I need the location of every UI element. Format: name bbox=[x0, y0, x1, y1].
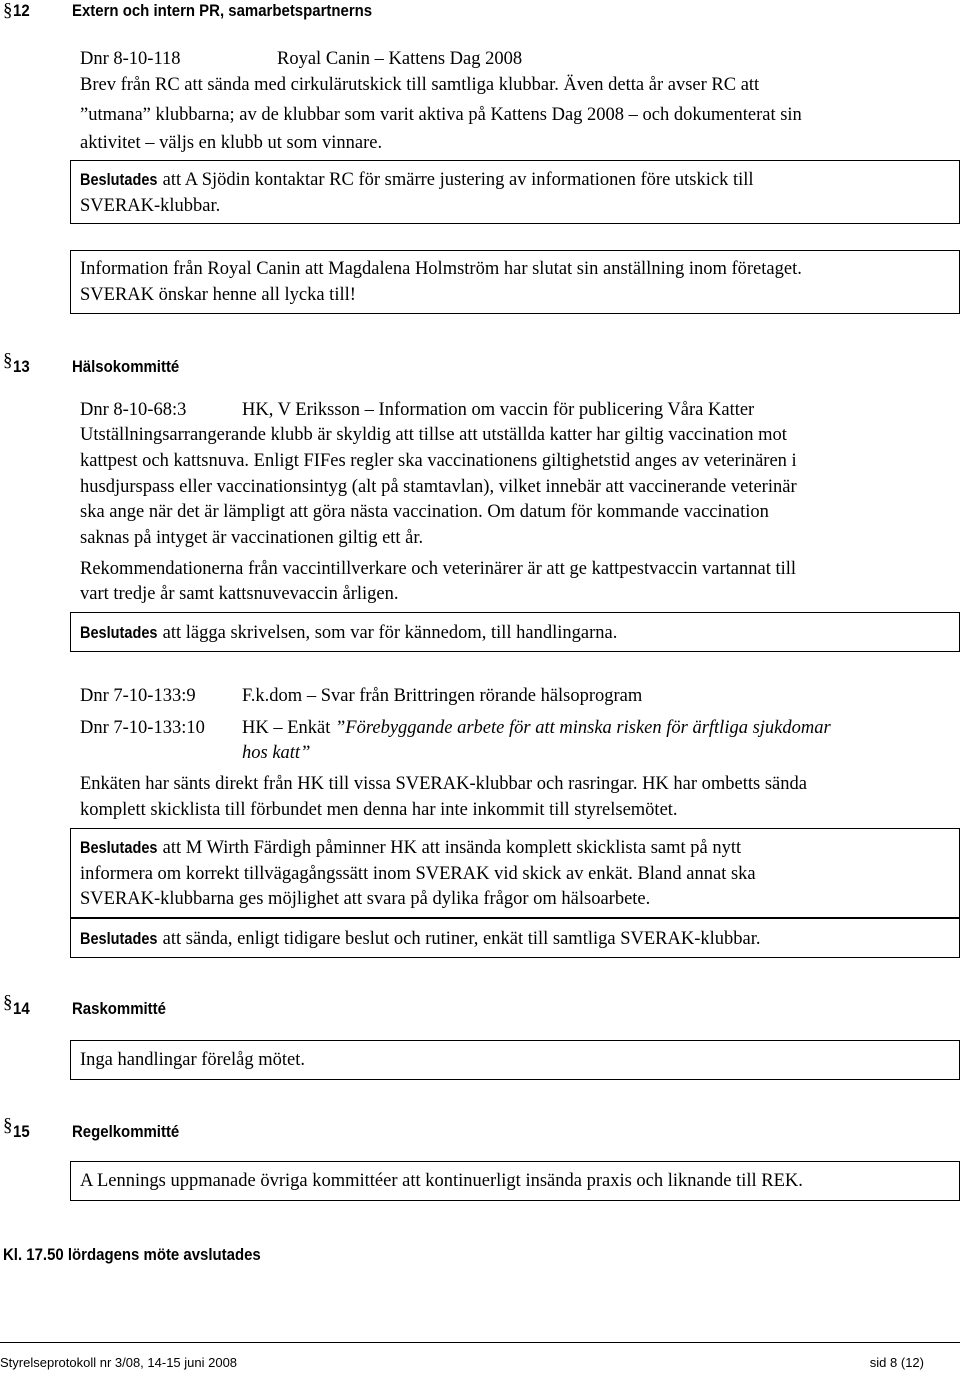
paragraph-line: komplett skicklista till förbundet men denna har inte inkommit till styrelsemötet. bbox=[80, 800, 678, 820]
decision-text: att sända, enligt tidigare beslut och rutiner, enkät till samtliga SVERAK-klubbar. bbox=[162, 929, 761, 949]
paragraph-line: Rekommendationerna från vaccintillverkare och veterinärer är att ge kattpestvaccin vartannat till bbox=[80, 559, 797, 579]
decision-text: att lägga skrivelsen, som var för kännedom, till handlingarna. bbox=[162, 623, 618, 643]
decision-label: Beslutades bbox=[80, 624, 158, 642]
info-line: Information från Royal Canin att Magdalena Holmström har slutat sin anställning inom företaget. bbox=[80, 259, 802, 279]
dnr-subject: F.k.dom – Svar från Brittringen rörande hälsoprogram bbox=[242, 686, 643, 706]
section-symbol: § bbox=[3, 0, 13, 21]
paragraph-line: Enkäten har sänts direkt från HK till vissa SVERAK-klubbar och rasringar. HK har ombetts sända bbox=[80, 774, 807, 794]
dnr-subject-italic: ”Förebyggande arbete för att minska risken för ärftliga sjukdomar bbox=[335, 718, 831, 738]
paragraph-line: husdjurspass eller vaccinationsintyg (alt på stamtavlan), vilket innebär att vaccinerande veterinär bbox=[80, 477, 797, 497]
decision-text: informera om korrekt tillvägagångssätt inom SVERAK vid skick av enkät. Bland annat ska bbox=[80, 864, 756, 884]
footer-rule bbox=[0, 1342, 960, 1343]
paragraph-line: Brev från RC att sända med cirkulärutskick till samtliga klubbar. Även detta år avser RC att bbox=[80, 75, 760, 95]
decision-line bbox=[80, 839, 741, 858]
dnr-reference: Dnr 7-10-133:9 bbox=[80, 686, 196, 706]
decision-text: SVERAK-klubbar. bbox=[80, 196, 221, 216]
decision-line bbox=[80, 624, 617, 643]
paragraph-line: Utställningsarrangerande klubb är skyldig att tillse att utställda katter har giltig vaccination mot bbox=[80, 425, 787, 445]
section-title: Raskommitté bbox=[72, 999, 166, 1018]
dnr-subject-plain: HK – Enkät bbox=[242, 718, 331, 738]
section-symbol: § bbox=[3, 1115, 13, 1136]
paragraph-line: A Lennings uppmanade övriga kommittéer att kontinuerligt insända praxis och liknande till REK. bbox=[80, 1171, 803, 1191]
decision-line bbox=[80, 930, 760, 949]
decision-text: att A Sjödin kontaktar RC för smärre justering av informationen före utskick till bbox=[162, 170, 754, 190]
dnr-reference: Dnr 8-10-118 bbox=[80, 49, 181, 69]
decision-label: Beslutades bbox=[80, 839, 158, 857]
dnr-subject: Royal Canin – Kattens Dag 2008 bbox=[277, 49, 523, 69]
footer-left: Styrelseprotokoll nr 3/08, 14-15 juni 2008 bbox=[0, 1355, 238, 1370]
section-title: Regelkommitté bbox=[72, 1122, 180, 1141]
dnr-reference: Dnr 8-10-68:3 bbox=[80, 400, 187, 420]
section-title: Extern och intern PR, samarbetspartnerns bbox=[72, 1, 373, 20]
paragraph-line: vart tredje år samt kattsnuvevaccin årligen. bbox=[80, 584, 399, 604]
section-number: 15 bbox=[13, 1122, 30, 1141]
closing-line: Kl. 17.50 lördagens möte avslutades bbox=[3, 1245, 261, 1264]
dnr-subject: HK, V Eriksson – Information om vaccin för publicering Våra Katter bbox=[242, 400, 755, 420]
decision-label: Beslutades bbox=[80, 930, 158, 948]
dnr-subject-italic: hos katt” bbox=[242, 743, 311, 763]
paragraph-line: ”utmana” klubbarna; av de klubbar som varit aktiva på Kattens Dag 2008 – och dokumenterat sin bbox=[80, 105, 802, 125]
decision-text: SVERAK-klubbarna ges möjlighet att svara på dylika frågor om hälsoarbete. bbox=[80, 889, 651, 909]
paragraph-line: ska ange när det är lämpligt att göra nästa vaccination. Om datum för kommande vaccination bbox=[80, 502, 769, 522]
dnr-subject bbox=[242, 719, 831, 738]
section-title: Hälsokommitté bbox=[72, 357, 180, 376]
decision-label: Beslutades bbox=[80, 171, 158, 189]
paragraph-line: aktivitet – väljs en klubb ut som vinnare. bbox=[80, 133, 383, 153]
paragraph-line: saknas på intyget är vaccinationen giltig ett år. bbox=[80, 528, 424, 548]
section-symbol: § bbox=[3, 350, 13, 371]
section-number: 13 bbox=[13, 357, 30, 376]
dnr-reference: Dnr 7-10-133:10 bbox=[80, 718, 205, 738]
paragraph-line: Inga handlingar förelåg mötet. bbox=[80, 1050, 305, 1070]
section-symbol: § bbox=[3, 992, 13, 1013]
section-number: 14 bbox=[13, 999, 30, 1018]
footer-right: sid 8 (12) bbox=[869, 1355, 924, 1370]
paragraph-line: kattpest och kattsnuva. Enligt FIFes regler ska vaccinationens giltighetstid anges av veterinären i bbox=[80, 451, 797, 471]
section-number: 12 bbox=[13, 1, 30, 20]
decision-line bbox=[80, 171, 754, 190]
decision-text: att M Wirth Färdigh påminner HK att insända komplett skicklista samt på nytt bbox=[162, 838, 742, 858]
info-line: SVERAK önskar henne all lycka till! bbox=[80, 285, 356, 305]
